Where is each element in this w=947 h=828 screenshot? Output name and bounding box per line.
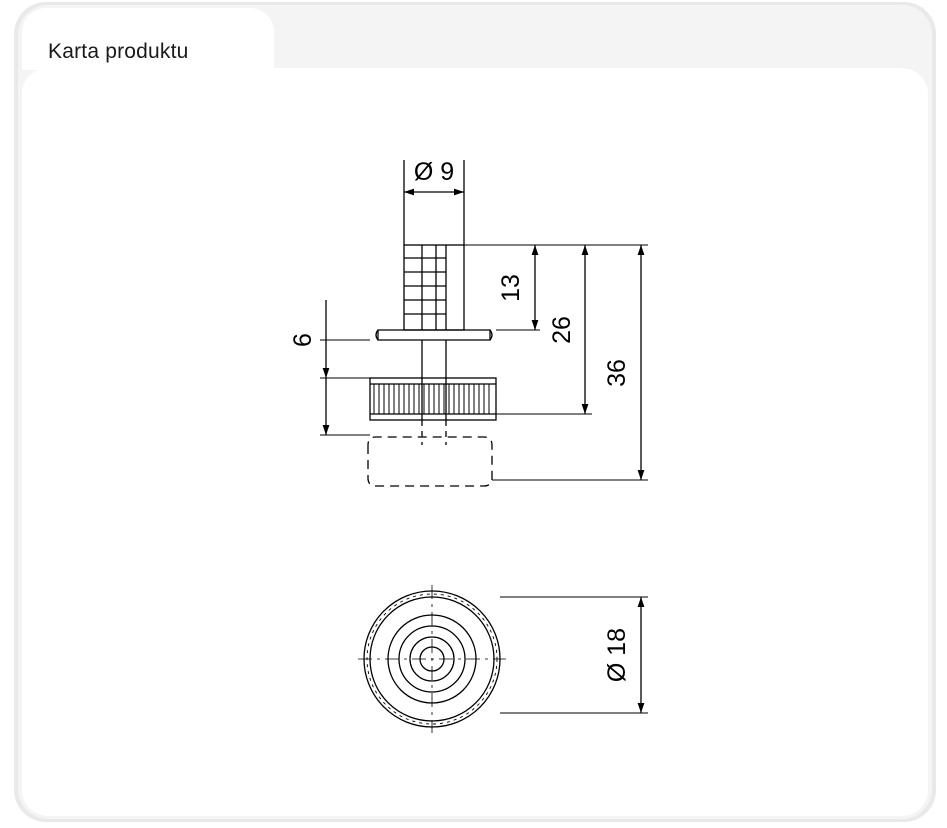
card-tab-label: Karta produktu [48, 40, 189, 63]
card-body [22, 68, 928, 816]
dimension-label-h-36: 36 [603, 359, 631, 387]
dimension-label-h-26: 26 [548, 316, 576, 344]
dimension-label-dia-18: Ø 18 [603, 627, 631, 683]
dimension-label-dia-9: Ø 9 [413, 158, 455, 186]
dimension-label-h-6: 6 [289, 333, 317, 347]
dimension-label-h-13: 13 [497, 274, 525, 302]
card-tab [22, 8, 274, 70]
